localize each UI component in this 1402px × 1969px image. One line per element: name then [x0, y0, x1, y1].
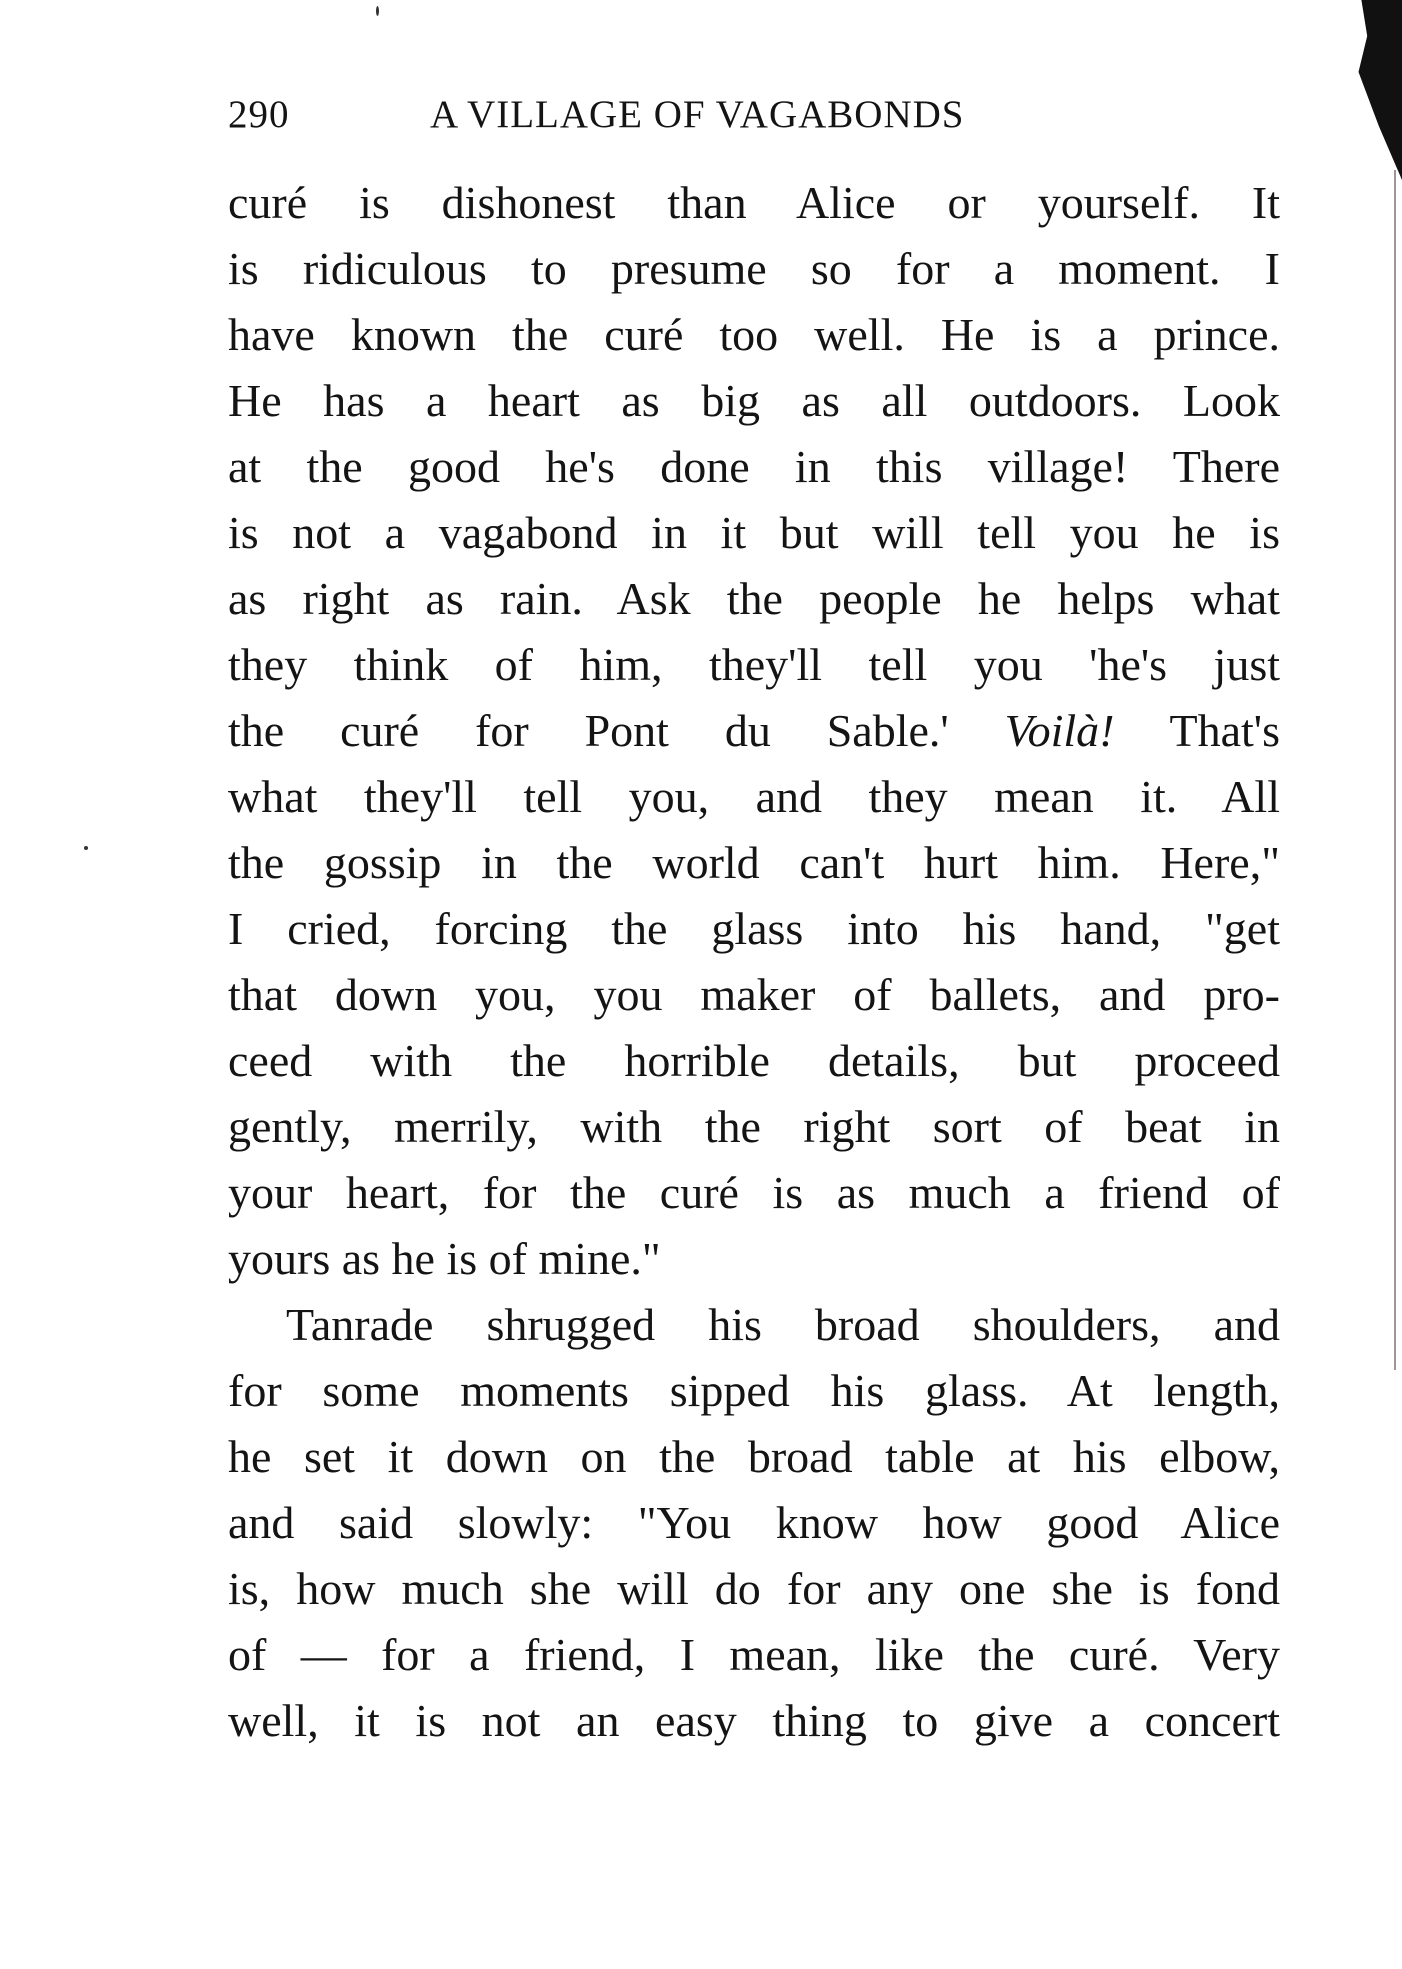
- scan-edge-line: [1394, 170, 1396, 1370]
- text-line: they think of him, they'll tell you 'he's just: [228, 639, 1280, 690]
- text-line: what they'll tell you, and they mean it. All: [228, 771, 1280, 822]
- text-line: well, it is not an easy thing to give a concert: [228, 1695, 1280, 1746]
- body-text: [228, 170, 1280, 1754]
- text-line: He has a heart as big as all outdoors. Look: [228, 375, 1280, 426]
- text-line: and said slowly: "You know how good Alice: [228, 1497, 1280, 1548]
- text-line: is not a vagabond in it but will tell you he is: [228, 507, 1280, 558]
- text-line: gently, merrily, with the right sort of beat in: [228, 1101, 1280, 1152]
- text-line: the gossip in the world can't hurt him. Here,": [228, 837, 1280, 888]
- text-line: that down you, you maker of ballets, and pro-: [228, 969, 1280, 1020]
- text-segment: the curé for Pont du Sable.': [228, 705, 949, 756]
- text-line: is, how much she will do for any one she is fond: [228, 1563, 1280, 1614]
- text-segment: That's: [1169, 705, 1281, 756]
- italic-word: Voilà!: [1004, 705, 1115, 756]
- text-line: I cried, forcing the glass into his hand, "get: [228, 903, 1280, 954]
- text-line: ceed with the horrible details, but proceed: [228, 1035, 1280, 1086]
- text-line: for some moments sipped his glass. At length,: [228, 1365, 1280, 1416]
- dust-speck: [84, 846, 88, 850]
- text-line-with-italic: [228, 698, 1280, 764]
- text-line: at the good he's done in this village! There: [228, 441, 1280, 492]
- text-line-paragraph-end: yours as he is of mine.": [228, 1233, 661, 1284]
- text-line: as right as rain. Ask the people he helps what: [228, 573, 1280, 624]
- text-line-paragraph-start: Tanrade shrugged his broad shoulders, and: [286, 1299, 1280, 1350]
- text-line: is ridiculous to presume so for a moment. I: [228, 243, 1280, 294]
- text-line: of — for a friend, I mean, like the curé. Very: [228, 1629, 1280, 1680]
- text-line: he set it down on the broad table at his elbow,: [228, 1431, 1280, 1482]
- page-number: 290: [228, 93, 290, 136]
- running-head: [228, 92, 1088, 152]
- scan-shadow-mark: [1344, 0, 1402, 180]
- text-line: your heart, for the curé is as much a friend of: [228, 1167, 1280, 1218]
- text-line: have known the curé too well. He is a prince.: [228, 309, 1280, 360]
- running-title: A VILLAGE OF VAGABONDS: [430, 93, 965, 136]
- dust-speck: [376, 6, 379, 16]
- text-line: curé is dishonest than Alice or yourself. It: [228, 177, 1280, 228]
